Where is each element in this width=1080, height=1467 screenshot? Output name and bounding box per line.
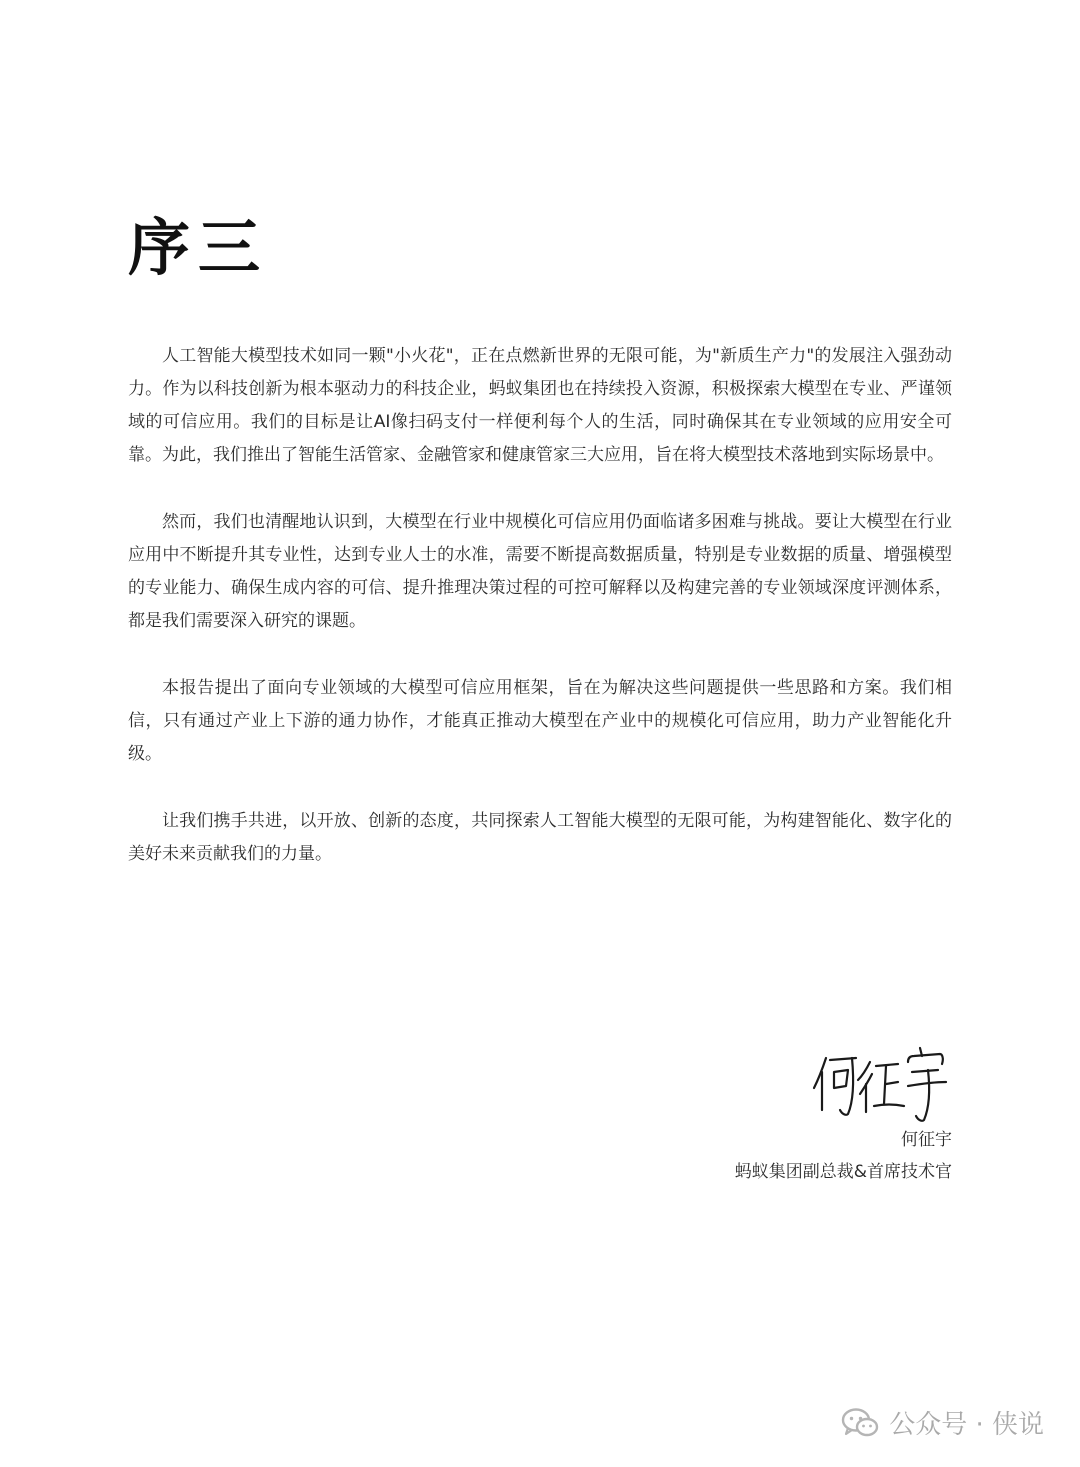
handwritten-signature — [812, 1040, 952, 1124]
paragraph-3: 本报告提出了面向专业领域的大模型可信应用框架，旨在为解决这些问题提供一些思路和方案。我们相信，只有通过产业上下游的通力协作，才能真正推动大模型在产业中的规模化可信应用，助力产业智能化升级。 — [128, 678, 952, 764]
signature-block — [735, 1040, 952, 1186]
signatory-name: 何征宇 — [901, 1130, 952, 1150]
wechat-icon — [841, 1407, 879, 1439]
body-text — [128, 340, 952, 905]
watermark-text: 公众号 · 侠说 — [889, 1410, 1044, 1440]
watermark — [841, 1404, 1044, 1441]
paragraph-2: 然而，我们也清醒地认识到，大模型在行业中规模化可信应用仍面临诸多困难与挑战。要让大模型在行业应用中不断提升其专业性，达到专业人士的水准，需要不断提高数据质量，特别是专业数据的质量、增强模型的专业能力、确保生成内容的可信、提升推理决策过程的可控可解释以及构建完善的专业领域深度评测体系，都是我们需要深入研究的课题。 — [128, 512, 952, 631]
paragraph-1: 人工智能大模型技术如同一颗"小火花"，正在点燃新世界的无限可能，为"新质生产力"的发展注入强劲动力。作为以科技创新为根本驱动力的科技企业，蚂蚁集团也在持续投入资源，积极探索大模型在专业、严谨领域的可信应用。我们的目标是让AI像扫码支付一样便利每个人的生活，同时确保其在专业领域的应用安全可靠。为此，我们推出了智能生活管家、金融管家和健康管家三大应用，旨在将大模型技术落地到实际场景中。 — [128, 346, 952, 465]
signatory-role: 蚂蚁集团副总裁&首席技术官 — [734, 1162, 952, 1182]
paragraph-4: 让我们携手共进，以开放、创新的态度，共同探索人工智能大模型的无限可能，为构建智能化、数字化的美好未来贡献我们的力量。 — [128, 811, 952, 864]
page-title: 序三 — [128, 211, 269, 284]
